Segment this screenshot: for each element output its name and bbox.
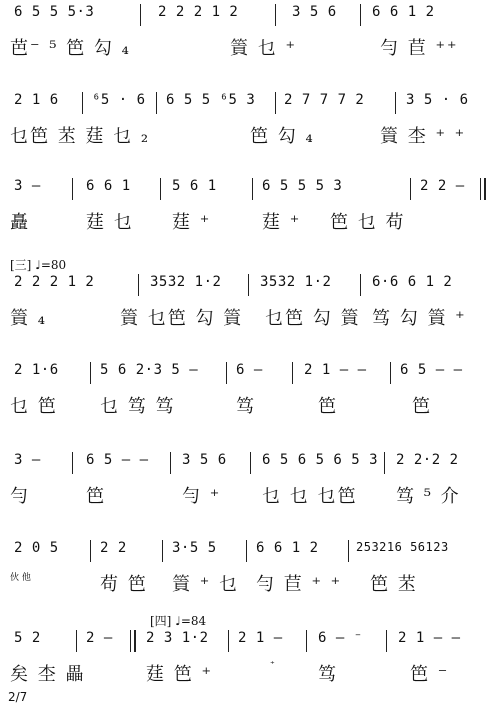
measure: 6 6 1 2 <box>256 540 319 556</box>
tab-text: 笃 <box>236 396 256 417</box>
measure: 5 2 <box>14 630 41 646</box>
barline <box>250 452 251 474</box>
lyric-line <box>0 208 500 238</box>
barline <box>72 178 73 200</box>
lyric-line <box>0 482 500 512</box>
tab-text: 笆 <box>412 396 432 417</box>
barline <box>410 178 411 200</box>
measure: 3·5 5 <box>172 540 217 556</box>
barline <box>306 630 307 652</box>
tab-text: 伙 他 <box>10 573 31 583</box>
barline <box>275 92 276 114</box>
page-number: 2/7 <box>8 690 28 704</box>
barline <box>162 540 163 562</box>
tab-text: 篢 ⁺ 乜 <box>172 574 239 595</box>
tab-text: 笆 ⁻ <box>410 664 450 685</box>
measure: 2 1·6 <box>14 362 59 378</box>
measure: 3 5 6 <box>182 452 227 468</box>
final-barline <box>480 178 486 200</box>
tab-text: 芭⁻ ⁵ 笆 勾 ₄ <box>10 38 131 59</box>
lyric-line <box>0 570 500 600</box>
notation-line <box>0 540 500 562</box>
tab-text: 篢 乜 ⁺ <box>230 38 297 59</box>
barline <box>390 362 391 384</box>
tab-text: 笆 苤 <box>370 574 418 595</box>
barline <box>226 362 227 384</box>
measure: 2 1 — — <box>398 630 461 646</box>
barline <box>395 92 396 114</box>
measure: 2 2 2 1 2 <box>158 4 239 20</box>
tab-text: 篢 ₄ <box>10 308 47 329</box>
double-barline <box>130 630 136 652</box>
measure: 3 5 · 6 <box>406 92 469 108</box>
measure: 6·6 6 1 2 <box>372 274 453 290</box>
barline <box>138 274 139 296</box>
barline <box>384 452 385 474</box>
barline <box>248 274 249 296</box>
barline <box>140 4 141 26</box>
barline <box>72 452 73 474</box>
measure: 3 5 6 <box>292 4 337 20</box>
tab-text: 篢 杢 ⁺ ⁺ <box>380 126 467 147</box>
score-line-8 <box>0 630 500 710</box>
tab-text: 苟 笆 <box>100 574 148 595</box>
tab-text: 勻 苣 ⁺⁺ <box>380 38 459 59</box>
measure: 253216 56123 <box>356 540 449 554</box>
tab-text: 笆 乜 苟 <box>330 212 406 233</box>
tab-text: 乜 笆 <box>10 396 58 417</box>
measure: 2 7 7 7 2 <box>284 92 365 108</box>
barline <box>348 540 349 562</box>
lyric-line <box>0 34 500 64</box>
barline <box>156 92 157 114</box>
lyric-line <box>0 304 500 334</box>
measure: 6 5 5 5·3 <box>14 4 95 20</box>
tab-text: 笆 <box>86 486 106 507</box>
tab-text: 乜笆 勾 篢 <box>265 308 361 329</box>
tab-text: 勻 ⁺ <box>182 486 222 507</box>
barline <box>170 452 171 474</box>
measure: 3532 1·2 <box>260 274 332 290</box>
tab-text: 莛 乜 <box>86 212 134 233</box>
tab-text: 莛 ⁺ <box>172 212 212 233</box>
lyric-line <box>0 660 500 690</box>
barline <box>386 630 387 652</box>
notation-line <box>0 92 500 114</box>
score-line-2 <box>0 92 500 172</box>
tab-text: 勻 苣 ⁺ ⁺ <box>256 574 343 595</box>
tab-text: 笃 勾 篢 ⁺ <box>372 308 467 329</box>
measure: 5 6 2·3 5 — <box>100 362 199 378</box>
tab-text: 笃 ⁵ 介 <box>396 486 461 507</box>
barline <box>252 178 253 200</box>
score-line-3 <box>0 178 500 258</box>
notation-line <box>0 4 500 26</box>
barline <box>90 540 91 562</box>
measure: 2 1 6 <box>14 92 59 108</box>
measure: 6 5 5 5 3 <box>262 178 343 194</box>
measure: ⁶5 · 6 <box>92 92 146 108</box>
barline <box>76 630 77 652</box>
barline <box>246 540 247 562</box>
measure: 2 2 2 1 2 <box>14 274 95 290</box>
measure: 2 0 5 <box>14 540 59 556</box>
measure: 2 1 — — <box>304 362 367 378</box>
notation-line <box>0 362 500 384</box>
lyric-line <box>0 392 500 422</box>
measure: 2 1 — <box>238 630 283 646</box>
measure: 5 6 1 <box>172 178 217 194</box>
score-line-5 <box>0 362 500 442</box>
measure: 6 5 6 5 6 5 3 <box>262 452 379 468</box>
section-tempo-marker: [三] ♩=80 <box>10 258 67 272</box>
measure: 2 — <box>86 630 113 646</box>
tab-text: 篢 乜笆 勾 篢 <box>120 308 244 329</box>
tab-text: 笆 勾 ₄ <box>250 126 315 147</box>
notation-line <box>0 630 500 652</box>
score-line-4 <box>0 274 500 354</box>
measure: 3 — <box>14 452 41 468</box>
notation-line <box>0 452 500 474</box>
measure: 2 3 1·2 <box>146 630 209 646</box>
tab-text: 乜笆 苤 莛 乜 ₂ <box>10 126 151 147</box>
barline <box>292 362 293 384</box>
measure: 2 2 <box>100 540 127 556</box>
measure: 6 — ⁻ <box>318 630 363 646</box>
barline <box>360 4 361 26</box>
measure: 3 — <box>14 178 41 194</box>
tab-text: 莛 笆 ⁺ <box>146 664 213 685</box>
measure: 2 2·2 2 <box>396 452 459 468</box>
lyric-line <box>0 122 500 152</box>
measure: 6 5 5 ⁶5 3 <box>166 92 256 108</box>
measure: 6 6 1 <box>86 178 131 194</box>
barline <box>90 362 91 384</box>
tab-text: 莛 ⁺ <box>262 212 302 233</box>
tab-text: 矣 杢 畾 <box>10 664 86 685</box>
tab-text: 乜 乜 乜笆 <box>262 486 358 507</box>
score-line-6 <box>0 452 500 532</box>
measure: 6 — <box>236 362 263 378</box>
notation-line <box>0 178 500 200</box>
tab-text: 矗 <box>10 212 30 233</box>
notation-line <box>0 274 500 296</box>
tab-text: 笆 <box>318 396 338 417</box>
tab-text: 笃 <box>318 664 338 685</box>
barline <box>228 630 229 652</box>
measure: 3532 1·2 <box>150 274 222 290</box>
score-line-1 <box>0 4 500 84</box>
barline <box>160 178 161 200</box>
barline <box>82 92 83 114</box>
barline <box>360 274 361 296</box>
measure: 6 5 — — <box>400 362 463 378</box>
section-tempo-marker: [四] ♩=84 <box>150 614 207 628</box>
tab-text: ⁺ <box>270 660 275 670</box>
score-line-7 <box>0 540 500 620</box>
measure: 6 5 — — <box>86 452 149 468</box>
tab-text: 乜 笃 笃 <box>100 396 176 417</box>
measure: 2 2 — <box>420 178 465 194</box>
barline <box>275 4 276 26</box>
measure: 6 6 1 2 <box>372 4 435 20</box>
tab-text: 勻 <box>10 486 30 507</box>
